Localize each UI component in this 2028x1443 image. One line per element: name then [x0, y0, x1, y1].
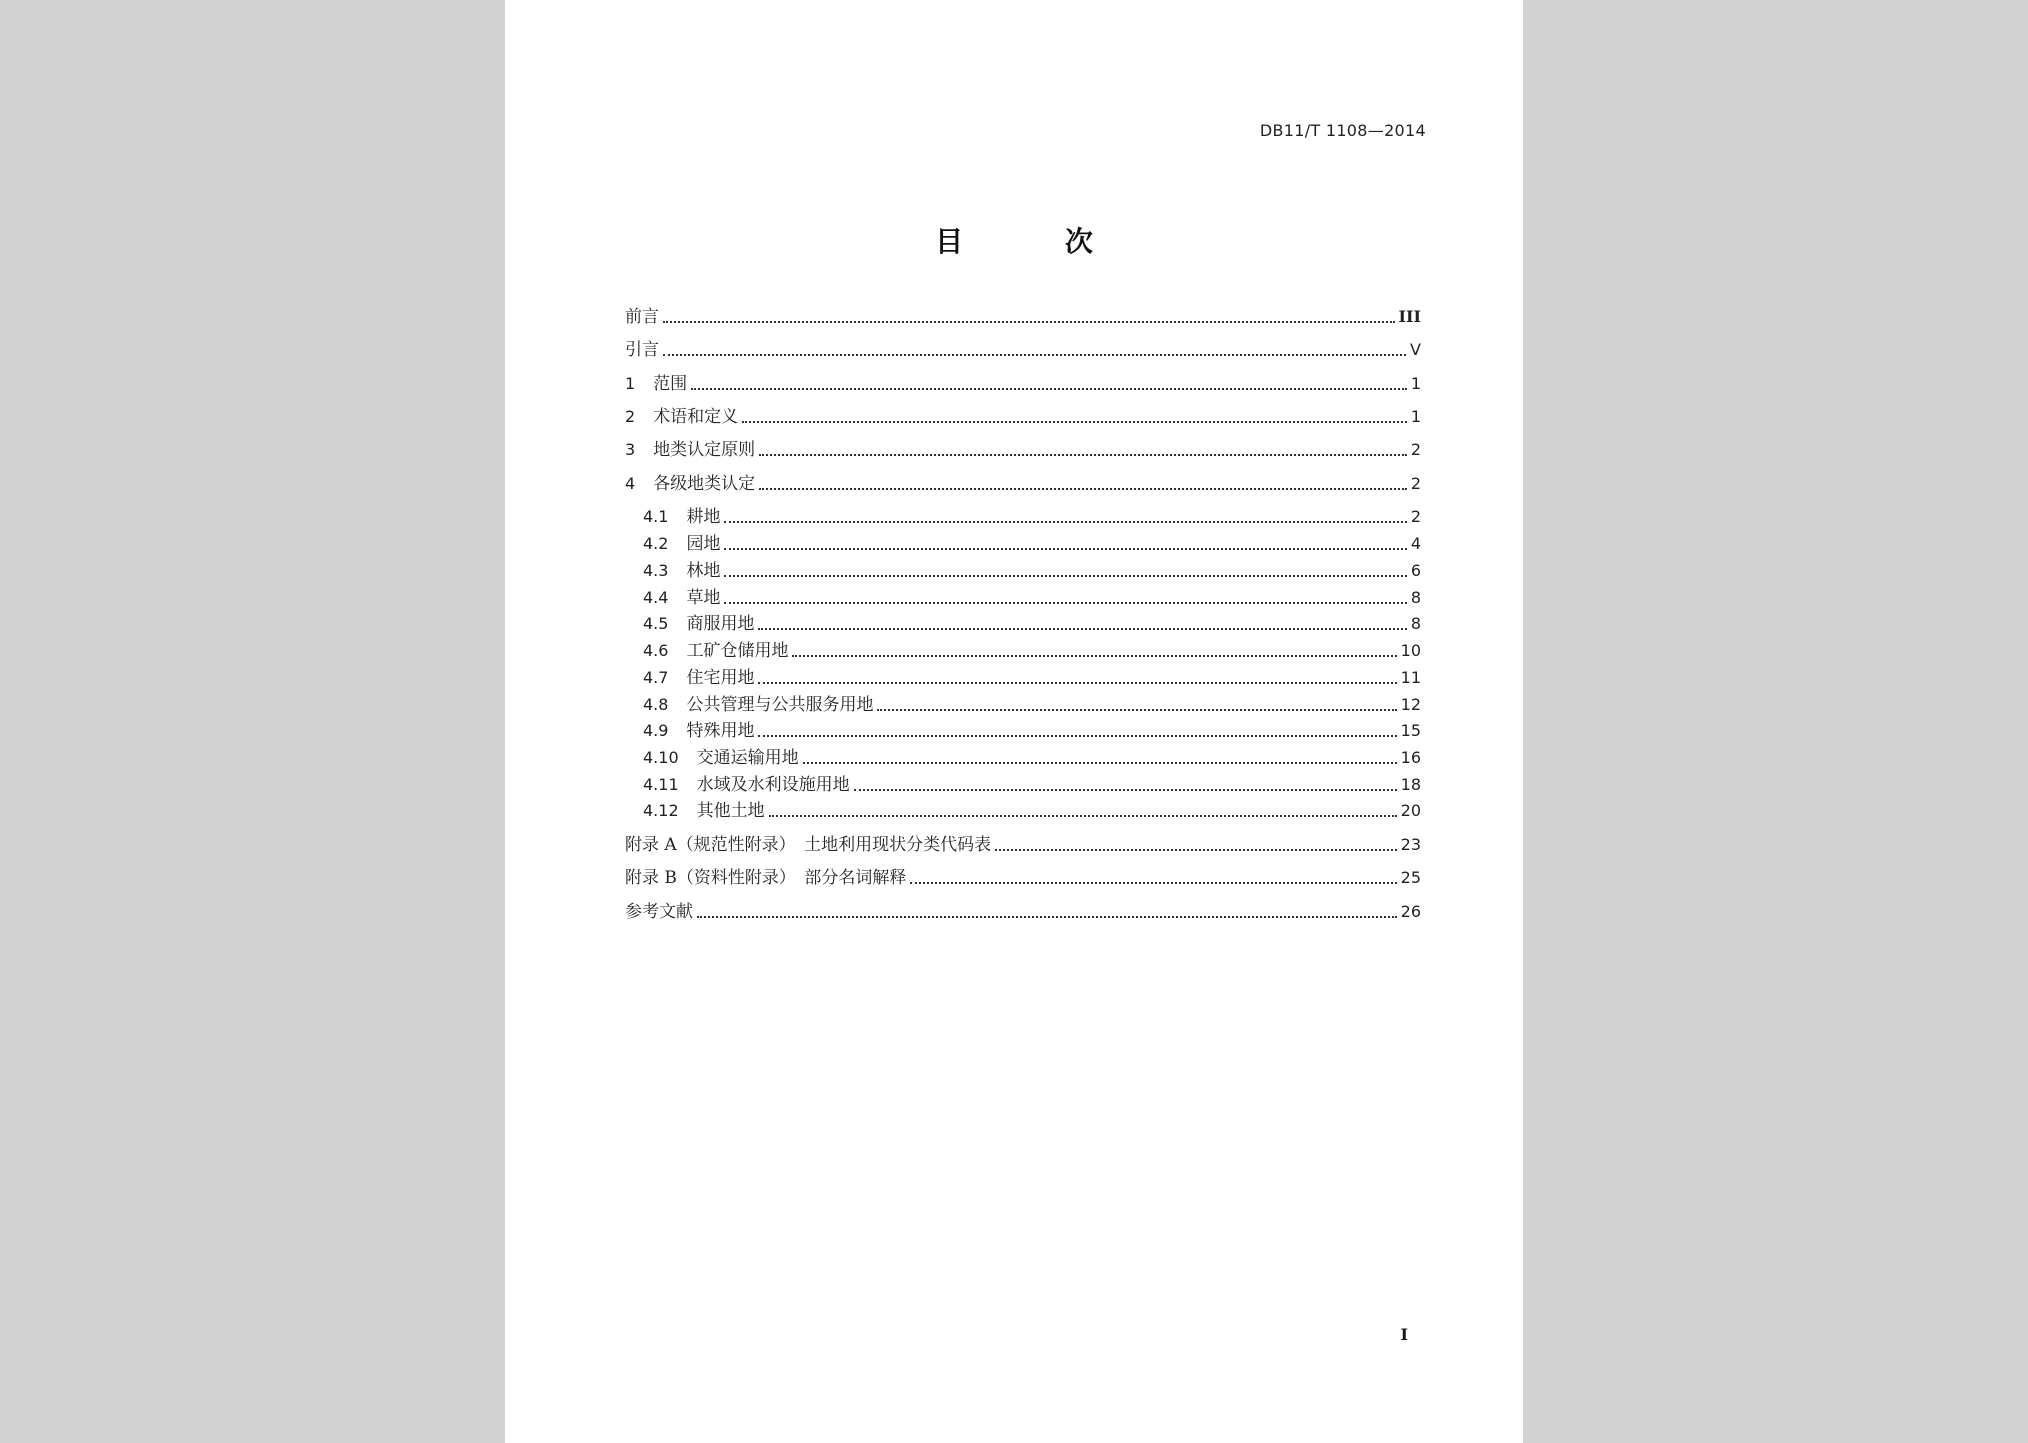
dot-leader: [663, 354, 1406, 356]
toc-entry-4-3[interactable]: [643, 556, 1421, 582]
toc-entry-number: 1: [625, 374, 636, 393]
toc-entry-page: 10: [1400, 641, 1421, 660]
toc-entry-page: 2: [1410, 474, 1421, 493]
toc-entry-preface[interactable]: [625, 302, 1421, 328]
dot-leader: [663, 321, 1395, 323]
toc-entry-title: 交通运输用地: [696, 748, 799, 768]
toc-title: 目 次: [935, 225, 1139, 258]
toc-entry-page: 16: [1400, 748, 1421, 767]
toc-entry-4[interactable]: [625, 469, 1421, 495]
toc-entry-page: 20: [1400, 801, 1421, 820]
toc-entry-number: 4.5: [643, 614, 669, 633]
dot-leader: [691, 388, 1407, 390]
toc-entry-title: 其他土地: [696, 801, 765, 821]
toc-entry-title: 住宅用地: [686, 668, 755, 688]
toc-entry-title: 园地: [686, 534, 721, 554]
page-number: I: [1400, 1325, 1408, 1344]
dot-leader: [724, 575, 1406, 577]
toc-entry-4-8[interactable]: [643, 690, 1421, 716]
toc-entry-4-6[interactable]: [643, 636, 1421, 662]
dot-leader: [697, 916, 1397, 918]
toc-entry-4-4[interactable]: [643, 583, 1421, 609]
toc-entry-title: 商服用地: [686, 614, 755, 634]
dot-leader: [724, 548, 1406, 550]
dot-leader: [758, 735, 1396, 737]
toc-entry-4-2[interactable]: [643, 529, 1421, 555]
toc-entry-number: 4.4: [643, 588, 669, 607]
toc-entry-title: 工矿仓储用地: [686, 641, 789, 661]
toc-entry-title: 公共管理与公共服务用地: [686, 695, 874, 715]
dot-leader: [758, 682, 1396, 684]
toc-entry-title: 术语和定义: [653, 407, 739, 427]
toc-entry-introduction[interactable]: [625, 335, 1421, 361]
toc-entry-page: 2: [1410, 507, 1421, 526]
toc-entry-3[interactable]: [625, 435, 1421, 461]
toc-entry-number: 4.12: [643, 801, 679, 820]
toc-entry-page: 18: [1400, 775, 1421, 794]
dot-leader: [854, 789, 1397, 791]
toc-entry-number: 3: [625, 440, 636, 459]
toc-entry-number: 4.10: [643, 748, 679, 767]
toc-entry-4-11[interactable]: [643, 770, 1421, 796]
toc-entry-number: 4.6: [643, 641, 669, 660]
toc-entry-number: 4.3: [643, 561, 669, 580]
toc-entry-page: 8: [1410, 588, 1421, 607]
toc-entry-4-10[interactable]: [643, 743, 1421, 769]
dot-leader: [803, 762, 1397, 764]
toc-entry-title: 各级地类认定: [653, 474, 756, 494]
toc-entry-page: 8: [1410, 614, 1421, 633]
dot-leader: [758, 628, 1406, 630]
toc-entry-4-1[interactable]: [643, 502, 1421, 528]
toc-entry-appendix-b[interactable]: [625, 863, 1421, 889]
toc-entry-number: 4.11: [643, 775, 679, 794]
toc-entry-number: 4: [625, 474, 636, 493]
toc-entry-2[interactable]: [625, 402, 1421, 428]
toc-entry-page: 2: [1410, 440, 1421, 459]
dot-leader: [769, 815, 1397, 817]
toc-entry-title: 耕地: [686, 507, 721, 527]
toc-entry-number: 4.1: [643, 507, 669, 526]
toc-entry-title: 水域及水利设施用地: [696, 775, 850, 795]
toc-entry-number: 4.8: [643, 695, 669, 714]
toc-entry-title: 附录 B（资料性附录） 部分名词解释: [625, 868, 907, 888]
dot-leader: [877, 709, 1396, 711]
toc-entry-number: 4.9: [643, 721, 669, 740]
toc-entry-page: 23: [1400, 835, 1421, 854]
toc-entry-number: 2: [625, 407, 636, 426]
toc-entry-4-7[interactable]: [643, 663, 1421, 689]
toc-entry-1[interactable]: [625, 369, 1421, 395]
toc-entry-references[interactable]: [625, 897, 1421, 923]
dot-leader: [759, 454, 1407, 456]
toc-entry-title: 前言: [625, 307, 659, 327]
toc-entry-page: 6: [1410, 561, 1421, 580]
toc-entry-title: 特殊用地: [686, 721, 755, 741]
toc-entry-page: 12: [1400, 695, 1421, 714]
toc-entry-title: 地类认定原则: [653, 440, 756, 460]
toc-entry-page: 1: [1410, 407, 1421, 426]
dot-leader: [724, 521, 1406, 523]
dot-leader: [759, 488, 1407, 490]
toc-entry-4-5[interactable]: [643, 609, 1421, 635]
toc-entry-page: V: [1410, 340, 1421, 359]
document-code: DB11/T 1108—2014: [1259, 121, 1426, 140]
toc-entry-title: 参考文献: [625, 902, 693, 922]
toc-entry-page: 15: [1400, 721, 1421, 740]
toc-entry-title: 引言: [625, 340, 659, 360]
toc-entry-4-12[interactable]: [643, 796, 1421, 822]
dot-leader: [724, 602, 1406, 604]
dot-leader: [792, 655, 1396, 657]
toc-entry-title: 范围: [653, 374, 688, 394]
toc-entry-4-9[interactable]: [643, 716, 1421, 742]
toc-entry-page: III: [1398, 307, 1421, 326]
toc-entry-page: 25: [1400, 868, 1421, 887]
dot-leader: [742, 421, 1407, 423]
toc-entry-number: 4.7: [643, 668, 669, 687]
toc-entry-title: 附录 A（规范性附录） 土地利用现状分类代码表: [625, 835, 992, 855]
toc-entry-page: 26: [1400, 902, 1421, 921]
dot-leader: [995, 849, 1396, 851]
toc-entry-page: 11: [1400, 668, 1421, 687]
toc-entry-title: 草地: [686, 588, 721, 608]
document-page: [505, 0, 1523, 1443]
toc-entry-title: 林地: [686, 561, 721, 581]
toc-entry-page: 1: [1410, 374, 1421, 393]
dot-leader: [910, 882, 1396, 884]
toc-entry-number: 4.2: [643, 534, 669, 553]
toc-entry-appendix-a[interactable]: [625, 830, 1421, 856]
toc-entry-page: 4: [1410, 534, 1421, 553]
